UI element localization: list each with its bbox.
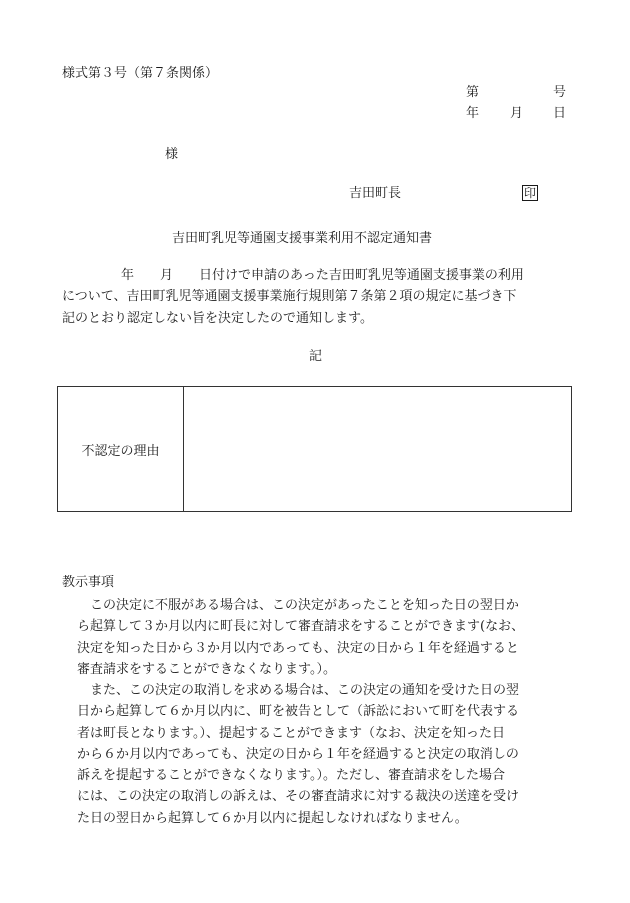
document-title: 吉田町乳児等通園支援事業利用不認定通知書 xyxy=(172,231,433,246)
reason-label: 不認定の理由 xyxy=(81,443,160,459)
reason-table xyxy=(57,386,572,512)
notice-line: た日の翌日から起算して６か月以内に提起しなければなりません。 xyxy=(77,810,468,826)
notice-line: この決定に不服がある場合は、この決定があったことを知った日の翌日か xyxy=(90,598,519,613)
body-line: 年 月 日付けで申請のあった吉田町乳児等通園支援事業の利用 xyxy=(121,268,524,283)
seal-text: 印 xyxy=(524,186,537,200)
date-day: 日 xyxy=(553,106,567,121)
form-label: 様式第３号（第７条関係） xyxy=(62,66,219,81)
notice-paragraph-2 xyxy=(77,680,592,829)
notice-line: また、この決定の取消しを求める場合は、この決定の通知を受けた日の翌 xyxy=(90,683,520,698)
date-year: 年 xyxy=(466,106,480,121)
body-line: 記のとおり認定しない旨を決定したので通知します。 xyxy=(62,310,373,326)
notice-line: から６か月以内であっても、決定の日から１年を経過すると決定の取消しの xyxy=(77,746,519,762)
notice-line: 審査請求をすることができなくなります。）。 xyxy=(77,661,336,677)
notice-line: ら起算して３か月以内に町長に対して審査請求をすることができます(なお、 xyxy=(77,619,525,635)
reason-value-cell xyxy=(184,387,571,511)
notice-line: 日から起算して６か月以内に、町を被告として（訴訟において町を代表する xyxy=(77,704,520,720)
addressee-suffix: 様 xyxy=(165,147,179,162)
issuer-name: 吉田町長 xyxy=(349,186,402,201)
number-suffix: 号 xyxy=(553,85,567,100)
date-month: 月 xyxy=(510,106,524,121)
ki-heading: 記 xyxy=(309,349,323,364)
notice-heading: 教示事項 xyxy=(62,575,115,590)
notice-line: 決定を知った日から３か月以内であっても、決定の日から１年を経過すると xyxy=(77,640,519,656)
body-text xyxy=(62,265,577,329)
seal-mark xyxy=(522,185,538,201)
notice-line: 訴えを提起することができなくなります。）。ただし、審査請求をした場合 xyxy=(77,768,505,784)
number-prefix: 第 xyxy=(466,85,480,100)
notice-line: 者は町長となります。）、提起することができます（なお、決定を知った日 xyxy=(77,725,505,741)
body-line: について、吉田町乳児等通園支援事業施行規則第７条第２項の規定に基づき下 xyxy=(62,289,517,305)
notice-paragraph-1 xyxy=(77,595,592,680)
notice-line: には、この決定の取消しの訴えは、その審査請求に対する裁決の送達を受け xyxy=(77,789,520,805)
reason-label-cell xyxy=(58,387,183,511)
